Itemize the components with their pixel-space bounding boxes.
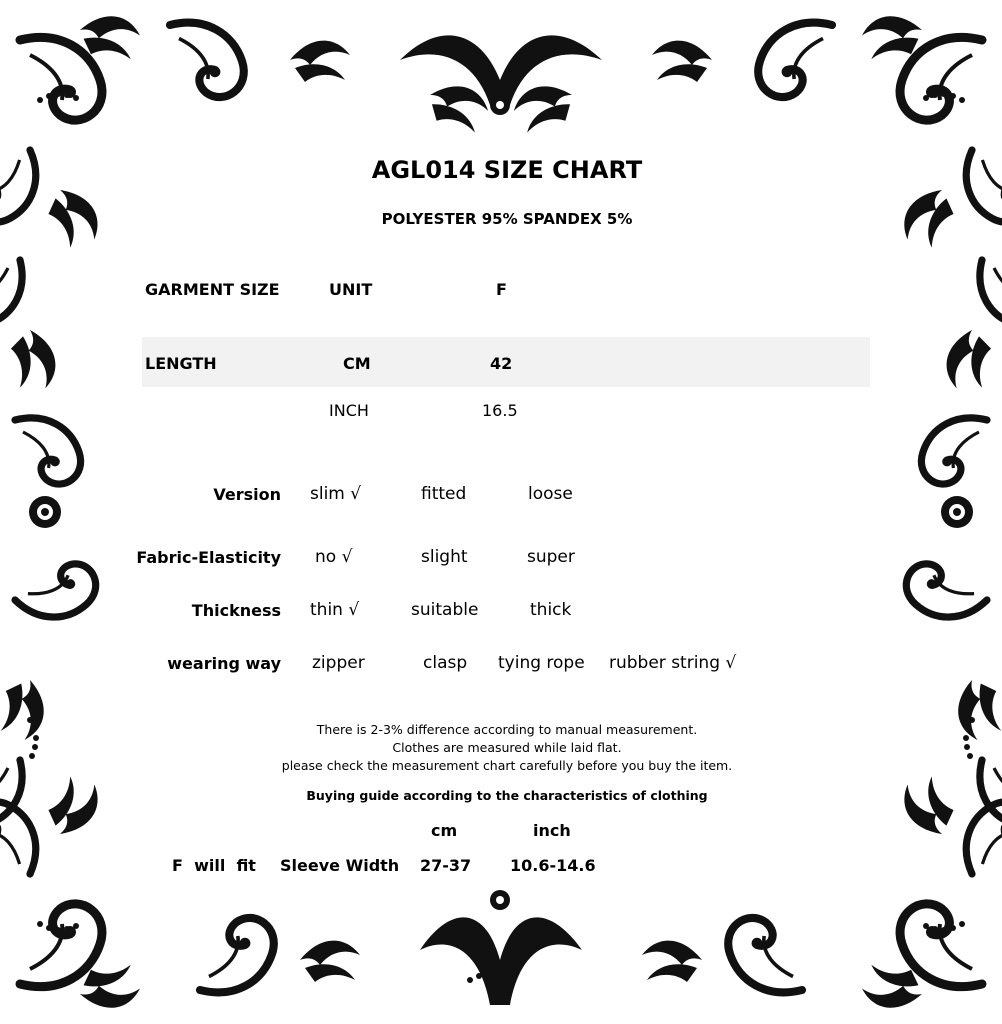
header-unit: UNIT — [329, 280, 373, 299]
header-size-f: F — [496, 280, 507, 299]
ornament-bottom-left — [0, 771, 142, 1013]
attr-thickness-opt-2: suitable — [411, 600, 479, 620]
attr-version-label: Version — [213, 485, 281, 504]
note-line-3: please check the measurement chart carefully before you buy the item. — [281, 758, 733, 773]
attr-wearing-opt-4: rubber string √ — [609, 653, 737, 673]
guide-row-cm: 27-37 — [420, 856, 472, 875]
header-garment-size: GARMENT SIZE — [145, 280, 280, 299]
row-inch-unit: INCH — [329, 401, 369, 420]
attr-thickness-label: Thickness — [191, 601, 281, 620]
attr-wearing-opt-3: tying rope — [498, 653, 585, 673]
attr-wearing-opt-1: zipper — [312, 653, 365, 673]
attr-version-opt-2: fitted — [421, 484, 467, 504]
guide-row-measure: Sleeve Width — [280, 856, 400, 875]
row-length-value: 42 — [490, 354, 513, 373]
attr-elasticity-opt-2: slight — [421, 547, 468, 567]
chart-title: AGL014 SIZE CHART — [371, 156, 643, 184]
attr-thickness-opt-1: thin √ — [310, 600, 360, 620]
attr-thickness-opt-3: thick — [530, 600, 572, 620]
row-inch-value: 16.5 — [482, 401, 518, 420]
ornament-bottom-center — [200, 890, 802, 1005]
guide-col-inch: inch — [533, 821, 571, 840]
buying-guide-title: Buying guide according to the characteristics of clothing — [306, 788, 708, 803]
attr-elasticity-opt-3: super — [527, 547, 575, 567]
guide-row-inch: 10.6-14.6 — [510, 856, 596, 875]
row-length-unit: CM — [343, 354, 371, 373]
note-line-2: Clothes are measured while laid flat. — [392, 740, 622, 755]
attr-version-opt-1: slim √ — [310, 484, 362, 504]
guide-row-size: F will fit — [172, 856, 256, 875]
row-length-label: LENGTH — [145, 354, 217, 373]
ornament-top-center — [170, 23, 832, 137]
ornament-bottom-right — [860, 771, 1002, 1013]
attr-version-opt-3: loose — [528, 484, 573, 504]
material-composition: POLYESTER 95% SPANDEX 5% — [381, 210, 633, 228]
note-line-1: There is 2-3% difference according to manual measurement. — [316, 722, 698, 737]
attr-wearing-label: wearing way — [167, 654, 281, 673]
attr-elasticity-opt-1: no √ — [315, 547, 353, 567]
guide-col-cm: cm — [431, 821, 458, 840]
attr-wearing-opt-2: clasp — [423, 653, 468, 673]
attr-elasticity-label: Fabric-Elasticity — [136, 548, 281, 567]
